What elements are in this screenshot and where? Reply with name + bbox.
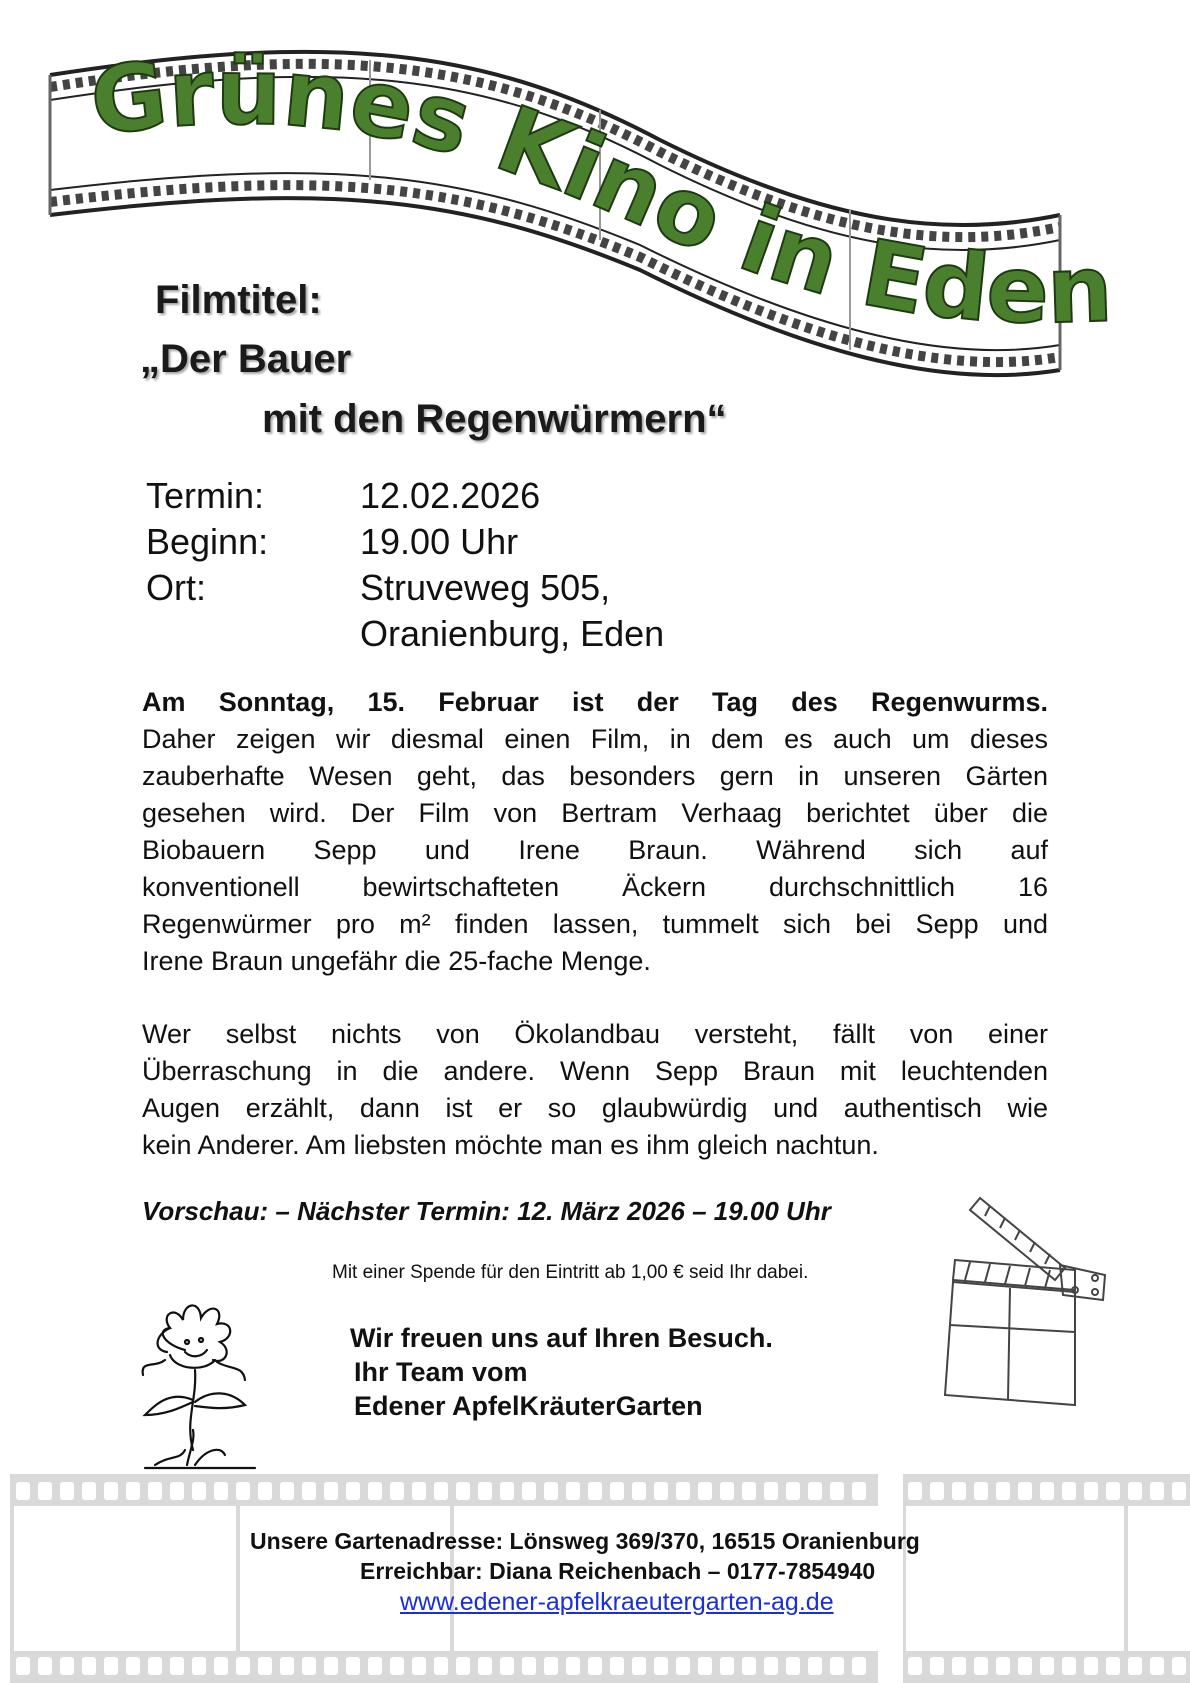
info-label: Termin: xyxy=(146,475,265,516)
film-title-line-2: mit den Regenwürmern“ xyxy=(262,397,727,441)
sprocket-hole xyxy=(368,1657,382,1675)
sprocket-hole xyxy=(566,1657,580,1675)
sprocket-hole xyxy=(786,1657,800,1675)
sprocket-hole xyxy=(720,1482,734,1500)
sprocket-hole xyxy=(930,1482,944,1500)
sprocket-hole xyxy=(478,1657,492,1675)
sprocket-hole xyxy=(908,1482,922,1500)
sprocket-hole xyxy=(1106,1482,1120,1500)
info-value: Oranienburg, Eden xyxy=(360,613,665,654)
description-line: Wer selbst nichts von Ökolandbau versteht, fällt von einer xyxy=(142,1019,1048,1049)
sprocket-hole xyxy=(1040,1482,1054,1500)
sprocket-hole xyxy=(280,1482,294,1500)
sprocket-hole xyxy=(1062,1482,1076,1500)
sprocket-hole xyxy=(544,1482,558,1500)
sprocket-hole xyxy=(170,1657,184,1675)
sprocket-hole xyxy=(258,1657,272,1675)
sprocket-hole xyxy=(830,1657,844,1675)
sprocket-hole xyxy=(456,1482,470,1500)
sprocket-hole xyxy=(148,1657,162,1675)
sprocket-hole xyxy=(742,1657,756,1675)
sprocket-hole xyxy=(214,1657,228,1675)
sprocket-hole xyxy=(952,1657,966,1675)
sprocket-hole xyxy=(974,1657,988,1675)
sprocket-hole xyxy=(412,1657,426,1675)
sprocket-hole xyxy=(214,1482,228,1500)
sprocket-hole xyxy=(258,1482,272,1500)
film-title-line-1: „Der Bauer xyxy=(140,337,352,381)
sprocket-hole xyxy=(302,1657,316,1675)
greeting-line-1: Wir freuen uns auf Ihren Besuch. xyxy=(350,1323,773,1353)
sprocket-hole xyxy=(1040,1657,1054,1675)
description-lead: Am Sonntag, 15. Februar ist der Tag des Regenwurms. xyxy=(142,687,1048,717)
info-label: Beginn: xyxy=(146,521,269,562)
info-row-date xyxy=(146,475,664,521)
footer-website-link[interactable]: www.edener-apfelkraeutergarten-ag.de xyxy=(400,1588,834,1616)
sprocket-hole xyxy=(952,1482,966,1500)
sprocket-hole xyxy=(742,1482,756,1500)
description-line: Regenwürmer pro m² finden lassen, tummelt sich bei Sepp und xyxy=(142,909,1048,939)
clapperboard-icon xyxy=(935,1190,1115,1415)
flower-figure-icon xyxy=(125,1290,275,1475)
info-value: Struveweg 505, xyxy=(360,567,611,608)
sprocket-hole xyxy=(676,1482,690,1500)
sprocket-hole xyxy=(1150,1482,1164,1500)
sprocket-hole xyxy=(236,1657,250,1675)
info-value: 19.00 Uhr xyxy=(360,521,519,562)
sprocket-hole xyxy=(126,1657,140,1675)
sprocket-hole xyxy=(852,1657,866,1675)
sprocket-hole xyxy=(764,1482,778,1500)
sprocket-hole xyxy=(412,1482,426,1500)
greeting-line-2: Ihr Team vom xyxy=(354,1357,528,1387)
sprocket-hole xyxy=(500,1482,514,1500)
sprocket-hole xyxy=(500,1657,514,1675)
sprocket-hole xyxy=(996,1482,1010,1500)
sprocket-hole xyxy=(676,1657,690,1675)
info-value: 12.02.2026 xyxy=(360,475,541,516)
sprocket-hole xyxy=(60,1657,74,1675)
sprocket-hole xyxy=(434,1657,448,1675)
description-line: Augen erzählt, dann ist er so glaubwürdig und authentisch wie xyxy=(142,1093,1048,1123)
sprocket-hole xyxy=(1172,1657,1186,1675)
sprocket-hole xyxy=(908,1657,922,1675)
sprocket-hole xyxy=(478,1482,492,1500)
sprocket-hole xyxy=(60,1482,74,1500)
sprocket-hole xyxy=(808,1482,822,1500)
sprocket-hole xyxy=(1084,1657,1098,1675)
description-line: Daher zeigen wir diesmal einen Film, in dem es auch um dieses xyxy=(142,724,1048,754)
sprocket-hole xyxy=(390,1657,404,1675)
sprocket-hole xyxy=(1172,1482,1186,1500)
sprocket-hole xyxy=(192,1482,206,1500)
sprocket-hole xyxy=(1018,1482,1032,1500)
sprocket-hole xyxy=(1128,1657,1142,1675)
sprocket-hole xyxy=(566,1482,580,1500)
film-title-label: Filmtitel: xyxy=(155,278,322,322)
sprocket-hole xyxy=(764,1657,778,1675)
description-line: konventionell bewirtschafteten Äckern durchschnittlich 16 xyxy=(142,872,1048,902)
sprocket-hole xyxy=(544,1657,558,1675)
sprocket-hole xyxy=(1062,1657,1076,1675)
sprocket-hole xyxy=(1106,1657,1120,1675)
description-paragraph-1 xyxy=(142,684,1048,980)
info-row-start xyxy=(146,521,664,567)
event-info-table xyxy=(146,475,664,659)
sprocket-hole xyxy=(170,1482,184,1500)
svg-text:Grünes Kino in Eden: Grünes Kino in Eden xyxy=(85,38,1115,345)
sprocket-hole xyxy=(236,1482,250,1500)
sprocket-hole xyxy=(346,1482,360,1500)
donation-note: Mit einer Spende für den Eintritt ab 1,00 € seid Ihr dabei. xyxy=(332,1262,809,1283)
sprocket-hole xyxy=(1128,1482,1142,1500)
sprocket-hole xyxy=(38,1657,52,1675)
sprocket-hole xyxy=(522,1657,536,1675)
sprocket-hole xyxy=(104,1482,118,1500)
description-line: Biobauern Sepp und Irene Braun. Während sich auf xyxy=(142,835,1048,865)
sprocket-hole xyxy=(930,1657,944,1675)
sprocket-hole xyxy=(808,1657,822,1675)
sprocket-hole xyxy=(830,1482,844,1500)
greeting-line-3: Edener ApfelKräuterGarten xyxy=(354,1391,703,1421)
sprocket-hole xyxy=(104,1657,118,1675)
info-row-location-cont xyxy=(146,613,664,659)
sprocket-hole xyxy=(346,1657,360,1675)
sprocket-hole xyxy=(1018,1657,1032,1675)
sprocket-hole xyxy=(16,1657,30,1675)
description-line: Überraschung in die andere. Wenn Sepp Braun mit leuchtenden xyxy=(142,1056,1048,1086)
sprocket-hole xyxy=(654,1482,668,1500)
description-line: zauberhafte Wesen geht, das besonders gern in unseren Gärten xyxy=(142,761,1048,791)
sprocket-hole xyxy=(148,1482,162,1500)
sprocket-hole xyxy=(82,1482,96,1500)
sprocket-hole xyxy=(434,1482,448,1500)
footer-address: Unsere Gartenadresse: Lönsweg 369/370, 16515 Oranienburg xyxy=(250,1528,920,1554)
sprocket-hole xyxy=(324,1482,338,1500)
sprocket-hole xyxy=(456,1657,470,1675)
sprocket-hole xyxy=(698,1657,712,1675)
sprocket-hole xyxy=(324,1657,338,1675)
sprocket-hole xyxy=(698,1482,712,1500)
description-paragraph-2 xyxy=(142,1016,1048,1164)
sprocket-hole xyxy=(368,1482,382,1500)
description-line: gesehen wird. Der Film von Bertram Verhaag berichtet über die xyxy=(142,798,1048,828)
sprocket-hole xyxy=(522,1482,536,1500)
sprocket-hole xyxy=(280,1657,294,1675)
sprocket-hole xyxy=(588,1657,602,1675)
sprocket-hole xyxy=(720,1657,734,1675)
sprocket-hole xyxy=(38,1482,52,1500)
sprocket-hole xyxy=(610,1657,624,1675)
footer-contact: Erreichbar: Diana Reichenbach – 0177-7854940 xyxy=(360,1558,876,1584)
sprocket-hole xyxy=(588,1482,602,1500)
sprocket-hole xyxy=(974,1482,988,1500)
sprocket-hole xyxy=(1084,1482,1098,1500)
sprocket-hole xyxy=(786,1482,800,1500)
sprocket-hole xyxy=(1150,1657,1164,1675)
sprocket-hole xyxy=(390,1482,404,1500)
sprocket-hole xyxy=(16,1482,30,1500)
sprocket-hole xyxy=(302,1482,316,1500)
description-line: kein Anderer. Am liebsten möchte man es ihm gleich nachtun. xyxy=(142,1130,879,1160)
sprocket-hole xyxy=(654,1657,668,1675)
sprocket-hole xyxy=(192,1657,206,1675)
sprocket-hole xyxy=(996,1657,1010,1675)
info-row-location xyxy=(146,567,664,613)
sprocket-hole xyxy=(632,1482,646,1500)
sprocket-hole xyxy=(126,1482,140,1500)
sprocket-hole xyxy=(852,1482,866,1500)
info-label: Ort: xyxy=(146,567,206,608)
description-line: Irene Braun ungefähr die 25-fache Menge. xyxy=(142,946,651,976)
sprocket-hole xyxy=(610,1482,624,1500)
sprocket-hole xyxy=(82,1657,96,1675)
next-date-preview: Vorschau: – Nächster Termin: 12. März 2026 – 19.00 Uhr xyxy=(142,1196,831,1226)
sprocket-hole xyxy=(632,1657,646,1675)
